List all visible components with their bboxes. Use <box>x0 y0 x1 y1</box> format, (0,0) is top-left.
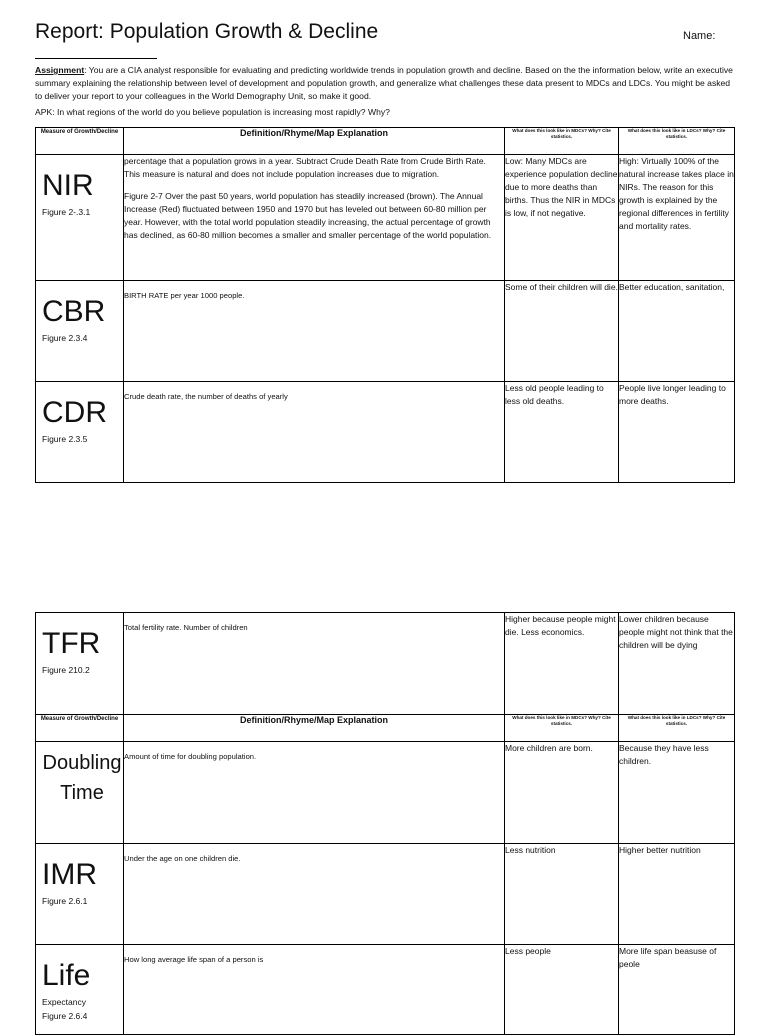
measure-term: CDR <box>42 396 107 429</box>
figure-ref: Expectancy <box>42 997 86 1007</box>
measure-term-line2: Time <box>60 782 104 804</box>
definition-cell: Crude death rate, the number of deaths of yearly <box>124 382 505 483</box>
table-row-tfr <box>36 613 735 715</box>
mdc-cell: More children are born. <box>505 742 619 844</box>
definition-extra: Figure 2-7 Over the past 50 years, world population has steadily increased (brown). The Annual Increase (Red) fluctuated between 1950 and 1970 but has leveled out between 60-80 million per year. However, with the total world population steadily increasing, the actual percentage of growth has declined, as 60-80 million becomes a smaller and smaller percentage of the world population. <box>124 191 492 240</box>
header-definition: Definition/Rhyme/Map Explanation <box>124 128 505 155</box>
figure-ref: Figure 2.6.1 <box>42 896 88 906</box>
name-label: Name: <box>683 30 716 42</box>
ldc-cell: Lower children because people might not think that the children will be dying <box>619 613 735 715</box>
figure-ref: Figure 210.2 <box>42 665 90 675</box>
definition-text: percentage that a population grows in a year. Subtract Crude Death Rate from Crude Birth Rate. This measure is natural and does not include population increases due to migration. <box>124 156 486 179</box>
mdc-cell: Less old people leading to less old deaths. <box>505 382 619 483</box>
table-header-row <box>36 715 735 742</box>
ldc-cell: Because they have less children. <box>619 742 735 844</box>
header-ldc: What does this look like in LDCs? Why? Cite statistics. <box>619 128 735 155</box>
measure-cell <box>36 844 124 945</box>
ldc-cell: Better education, sanitation, <box>619 281 735 382</box>
header-measure: Measure of Growth/Decline <box>36 128 124 155</box>
measures-table-1 <box>35 127 735 483</box>
table-row-life-expectancy <box>36 945 735 1035</box>
ldc-cell: High: Virtually 100% of the natural increase takes place in NIRs. The reason for this growth is explained by the regional differences in fertility and mortality rates. <box>619 155 735 281</box>
header-measure: Measure of Growth/Decline <box>36 715 124 742</box>
table-row-imr <box>36 844 735 945</box>
measure-term: CBR <box>42 295 106 328</box>
measure-cell <box>36 742 124 844</box>
header-ldc: What does this look like in LDCs? Why? Cite statistics. <box>619 715 735 742</box>
ldc-cell: Higher better nutrition <box>619 844 735 945</box>
definition-cell: Under the age on one children die. <box>124 844 505 945</box>
definition-cell: Total fertility rate. Number of children <box>124 613 505 715</box>
measure-cell <box>36 945 124 1035</box>
table-header-row <box>36 128 735 155</box>
definition-cell <box>124 155 505 281</box>
measures-table-2 <box>35 612 735 1035</box>
apk-question: APK: In what regions of the world do you believe population is increasing most rapidly? Why? <box>35 107 390 117</box>
table-row-cdr <box>36 382 735 483</box>
measure-cell <box>36 155 124 281</box>
measure-cell <box>36 382 124 483</box>
assignment-text: : You are a CIA analyst responsible for evaluating and predicting worldwide trends in population growth and decline. Based on the the information below, write an executive summary explaining the relationship between level of development and population growth, and generalize what challenges these data present to MDCs and LDCs. You might be asked to deliver your report to your colleagues in the World Demography Unit, so make it good. <box>35 65 733 101</box>
mdc-cell: Low: Many MDCs are experience population decline due to more deaths than births. Thus the NIR in MDCs is low, if not negative. <box>505 155 619 281</box>
measure-term-line1: Doubling <box>42 752 122 774</box>
definition-cell: How long average life span of a person is <box>124 945 505 1035</box>
table-row-cbr <box>36 281 735 382</box>
header-mdc: What does this look like in MDCs? Why? Cite statistics. <box>505 715 619 742</box>
header-definition: Definition/Rhyme/Map Explanation <box>124 715 505 742</box>
measure-cell <box>36 613 124 715</box>
page-title: Report: Population Growth & Decline <box>35 20 379 43</box>
table-row-doubling-time <box>36 742 735 844</box>
table-row-nir <box>36 155 735 281</box>
mdc-cell: Higher because people might die. Less economics. <box>505 613 619 715</box>
assignment-label: Assignment <box>35 65 85 75</box>
header-mdc: What does this look like in MDCs? Why? Cite statistics. <box>505 128 619 155</box>
measure-cell <box>36 281 124 382</box>
figure-ref-2: Figure 2.6.4 <box>42 1011 88 1021</box>
definition-cell: BIRTH RATE per year 1000 people. <box>124 281 505 382</box>
measure-term <box>36 742 123 808</box>
figure-ref: Figure 2-.3.1 <box>42 207 91 217</box>
assignment-underline <box>35 58 157 59</box>
measure-term: IMR <box>42 858 97 891</box>
ldc-cell: More life span beasuse of peole <box>619 945 735 1035</box>
mdc-cell: Less people <box>505 945 619 1035</box>
ldc-cell: People live longer leading to more deaths. <box>619 382 735 483</box>
figure-ref: Figure 2.3.5 <box>42 434 88 444</box>
assignment-paragraph <box>35 64 735 103</box>
measure-term: TFR <box>42 627 101 660</box>
definition-cell: Amount of time for doubling population. <box>124 742 505 844</box>
mdc-cell: Less nutrition <box>505 844 619 945</box>
measure-term: NIR <box>42 169 94 202</box>
measure-term: Life <box>42 959 91 992</box>
mdc-cell: Some of their children will die. <box>505 281 619 382</box>
figure-ref: Figure 2.3.4 <box>42 333 88 343</box>
